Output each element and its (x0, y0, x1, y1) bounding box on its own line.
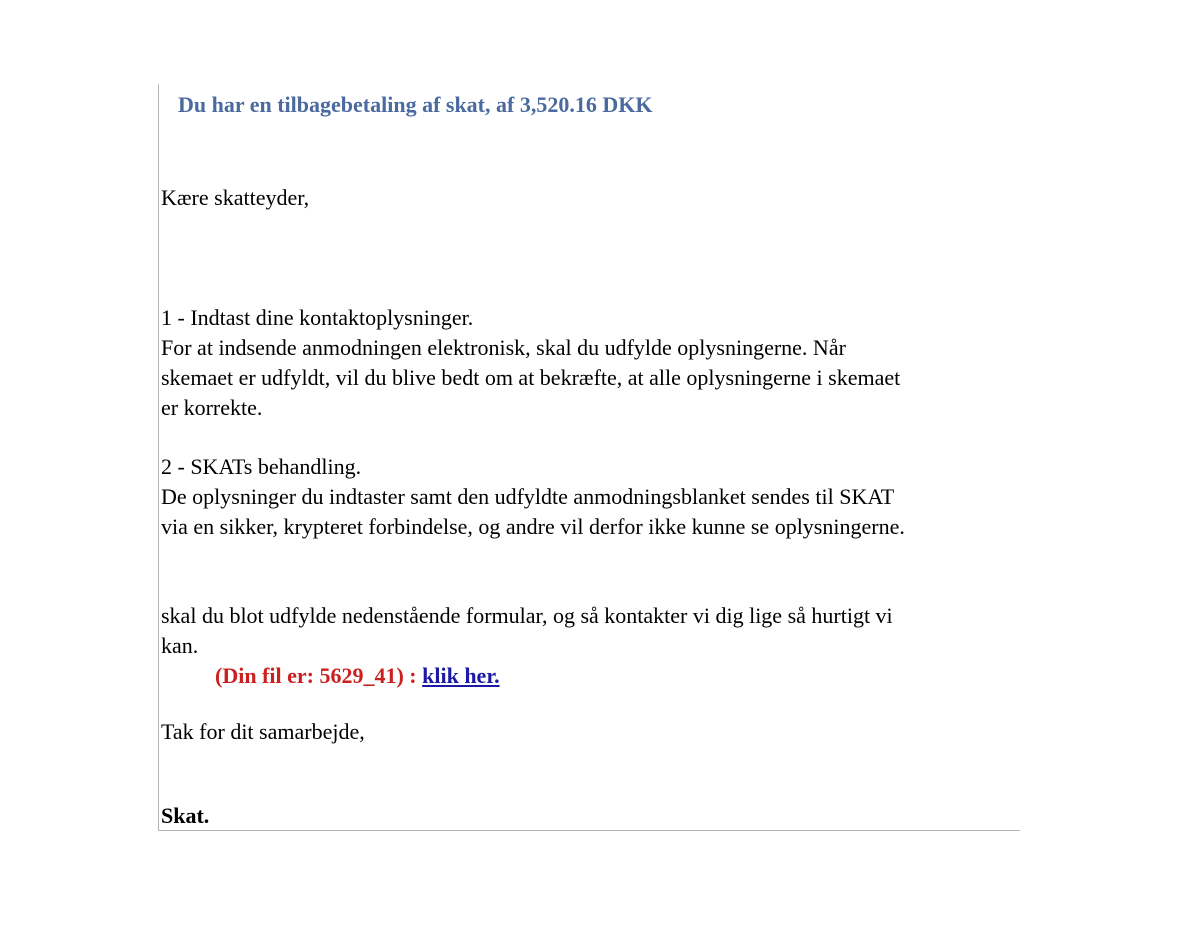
step1-section (161, 303, 1021, 423)
step1-line: er korrekte. (161, 395, 263, 420)
instruction-section (161, 601, 1021, 661)
step1-line: For at indsende anmodningen elektronisk, skal du udfylde oplysningerne. Når (161, 335, 846, 360)
instruction-line: skal du blot udfylde nedenstående formular, og så kontakter vi dig lige så hurtigt vi (161, 603, 893, 628)
file-reference (215, 661, 500, 691)
greeting: Kære skatteyder, (161, 185, 310, 210)
closing-line: Tak for dit samarbejde, (161, 719, 365, 744)
signature: Skat. (161, 803, 210, 828)
click-here-link[interactable]: klik her. (422, 663, 500, 688)
instruction-line: kan. (161, 633, 199, 658)
step1-line: skemaet er udfyldt, vil du blive bedt om at bekræfte, at alle oplysningerne i skemaet (161, 365, 901, 390)
step2-line: De oplysninger du indtaster samt den udfyldte anmodningsblanket sendes til SKAT (161, 484, 895, 509)
step2-section (161, 452, 1021, 542)
step1-title: 1 - Indtast dine kontaktoplysninger. (161, 305, 474, 330)
step2-title: 2 - SKATs behandling. (161, 454, 362, 479)
email-headline: Du har en tilbagebetaling af skat, af 3,520.16 DKK (178, 92, 653, 117)
step2-line: via en sikker, krypteret forbindelse, og andre vil derfor ikke kunne se oplysningerne. (161, 514, 905, 539)
file-label: (Din fil er: 5629_41) : (215, 663, 423, 688)
